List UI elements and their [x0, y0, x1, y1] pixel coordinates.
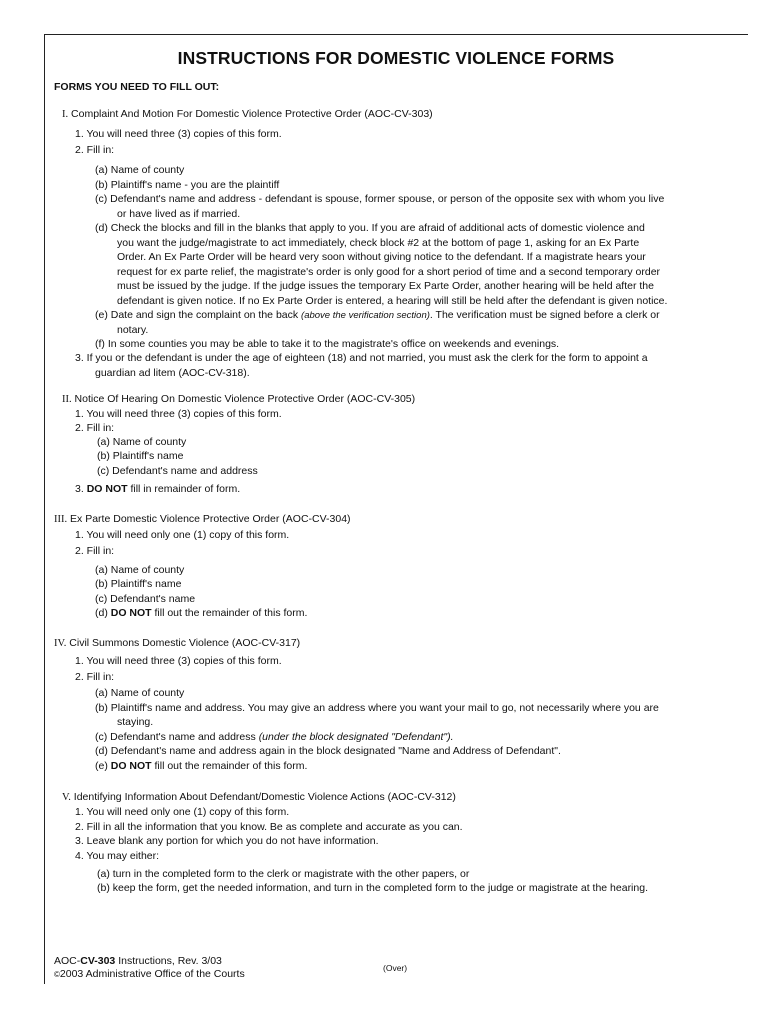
section-3-heading — [54, 513, 351, 526]
top-rule — [44, 34, 748, 35]
section-2-title: Notice Of Hearing On Domestic Violence Protective Order (AOC-CV-305) — [74, 393, 416, 405]
section-4-number: IV. — [54, 638, 67, 649]
list-item: (d) Check the blocks and fill in the blanks that apply to you. If you are afraid of additional acts of domestic violence and — [95, 222, 645, 234]
left-rule — [44, 34, 45, 984]
copyright-icon: © — [54, 970, 60, 979]
section-1-title: Complaint And Motion For Domestic Violence Protective Order (AOC-CV-303) — [71, 108, 433, 120]
list-item: (b) keep the form, get the needed information, and turn in the completed form to the judge or magistrate at the hearing. — [97, 882, 648, 894]
item-letter: (d) — [95, 607, 111, 619]
page-title: INSTRUCTIONS FOR DOMESTIC VIOLENCE FORMS — [177, 48, 615, 68]
item-bold-text: DO NOT — [110, 760, 152, 772]
footer-form-id — [54, 955, 245, 981]
over-label: (Over) — [383, 963, 408, 973]
list-item: 3. If you or the defendant is under the age of eighteen (18) and not married, you must ask the clerk for the form to appoint a — [75, 352, 648, 364]
list-item: (b) Plaintiff's name — [97, 450, 184, 462]
item-italic-text: (above the verification section) — [301, 310, 430, 321]
list-item-cont: staying. — [117, 716, 154, 728]
list-item-cont: must be issued by the judge. If the judge issues the temporary Ex Parte Order, another hearing will be held after the — [117, 280, 654, 292]
section-3-title: Ex Parte Domestic Violence Protective Order (AOC-CV-304) — [70, 513, 351, 525]
list-item: 1. You will need three (3) copies of this form. — [75, 128, 282, 140]
section-2-number: II. — [62, 394, 72, 405]
copyright-line — [54, 968, 245, 981]
list-item: (b) Plaintiff's name — [95, 578, 182, 590]
item-bold-text: DO NOT — [86, 483, 128, 495]
copyright-text: 2003 Administrative Office of the Courts — [59, 968, 245, 980]
list-item: (a) Name of county — [95, 564, 185, 576]
list-item — [95, 760, 307, 772]
item-italic-text: (under the block designated "Defendant"). — [258, 731, 454, 743]
list-item: 1. You will need three (3) copies of this form. — [75, 408, 282, 420]
item-letter: (e) — [95, 760, 111, 772]
list-item-cont: or have lived as if married. — [117, 208, 241, 220]
list-item: 4. You may either: — [75, 850, 160, 862]
item-text: fill in remainder of form. — [127, 483, 241, 495]
item-text: (c) Defendant's name and address — [95, 731, 259, 743]
list-item: 1. You will need three (3) copies of this form. — [75, 655, 282, 667]
list-item: (a) Name of county — [97, 436, 187, 448]
section-2-heading — [62, 393, 415, 406]
list-item: (a) Name of county — [95, 164, 185, 176]
list-item: 2. Fill in all the information that you know. Be as complete and accurate as you can. — [75, 821, 463, 833]
item-number: 3. — [75, 483, 87, 495]
section-4-title: Civil Summons Domestic Violence (AOC-CV-317) — [69, 637, 301, 649]
list-item: (c) Defendant's name — [95, 593, 196, 605]
section-5-number: V. — [62, 792, 71, 803]
item-text: . The verification must be signed before a clerk or — [429, 309, 660, 321]
list-item: (c) Defendant's name and address — [97, 465, 258, 477]
list-item — [95, 309, 660, 322]
list-item: 3. Leave blank any portion for which you do not have information. — [75, 835, 379, 847]
list-item — [75, 483, 240, 495]
list-item: 1. You will need only one (1) copy of this form. — [75, 806, 290, 818]
list-item: 2. Fill in: — [75, 545, 115, 557]
form-number: CV-303 — [80, 955, 116, 967]
list-item: (c) Defendant's name and address - defendant is spouse, former spouse, or person of the opposite sex with whom you live — [95, 193, 665, 205]
list-item — [95, 607, 307, 619]
section-4-heading — [54, 637, 300, 650]
form-prefix: AOC- — [54, 955, 81, 967]
list-item: (d) Defendant's name and address again in the block designated "Name and Address of Defendant". — [95, 745, 561, 757]
item-bold-text: DO NOT — [110, 607, 152, 619]
list-item: 2. Fill in: — [75, 422, 115, 434]
list-item: (b) Plaintiff's name and address. You may give an address where you want your mail to go, not necessarily where you are — [95, 702, 659, 714]
section-5-heading — [62, 791, 456, 804]
section-1-number: I. — [62, 109, 69, 120]
list-item: 1. You will need only one (1) copy of this form. — [75, 529, 290, 541]
list-item: 2. Fill in: — [75, 671, 115, 683]
item-text: (e) Date and sign the complaint on the back — [95, 309, 302, 321]
list-item-cont: notary. — [117, 324, 149, 336]
forms-heading: FORMS YOU NEED TO FILL OUT: — [54, 81, 220, 93]
list-item: (b) Plaintiff's name - you are the plaintiff — [95, 179, 280, 191]
list-item-cont: you want the judge/magistrate to act immediately, check block #2 at the bottom of page 1, asking for an Ex Parte — [117, 237, 640, 249]
item-text: fill out the remainder of this form. — [151, 607, 308, 619]
list-item: (f) In some counties you may be able to take it to the magistrate's office on weekends and evenings. — [95, 338, 560, 350]
list-item — [95, 731, 454, 743]
list-item-cont: guardian ad litem (AOC-CV-318). — [95, 367, 250, 379]
list-item-cont: request for ex parte relief, the magistrate's order is only good for a short period of time and a second temporary order — [117, 266, 661, 278]
form-revision-text: Instructions, Rev. 3/03 — [115, 955, 222, 967]
item-text: fill out the remainder of this form. — [151, 760, 308, 772]
list-item: 2. Fill in: — [75, 144, 115, 156]
list-item-cont: defendant is given notice. If no Ex Parte Order is entered, a hearing will still be held after the defendant is given notice. — [117, 295, 668, 307]
section-5-title: Identifying Information About Defendant/Domestic Violence Actions (AOC-CV-312) — [73, 791, 456, 803]
list-item: (a) turn in the completed form to the clerk or magistrate with the other papers, or — [97, 868, 470, 880]
list-item: (a) Name of county — [95, 687, 185, 699]
form-revision — [54, 955, 245, 968]
list-item-cont: Order. An Ex Parte Order will be heard very soon without giving notice to the defendant. If a magistrate hears your — [117, 251, 646, 263]
section-3-number: III. — [54, 514, 68, 525]
section-1-heading — [62, 108, 433, 121]
